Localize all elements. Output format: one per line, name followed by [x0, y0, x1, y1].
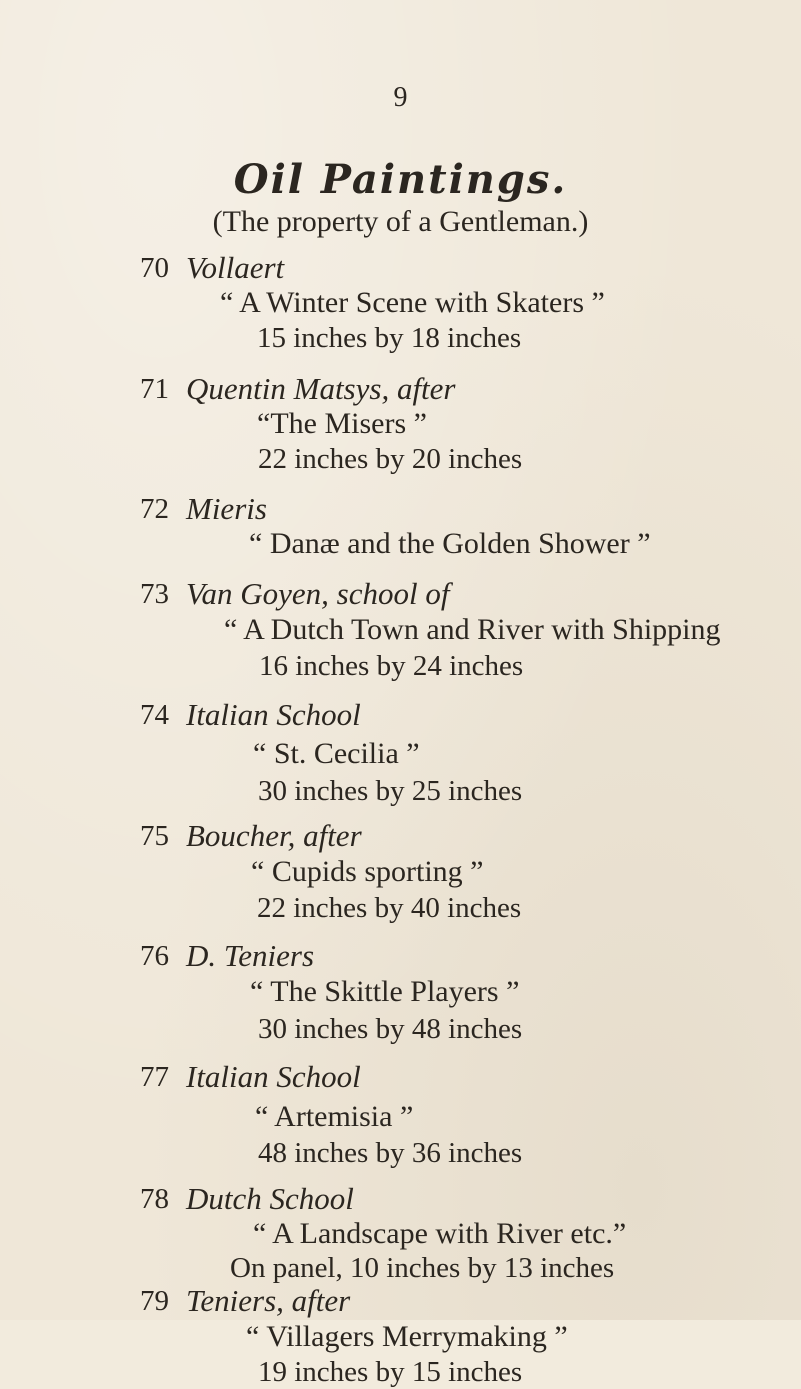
lot-number: 78 — [140, 1183, 169, 1215]
lot-dimensions: 19 inches by 15 inches — [258, 1356, 523, 1388]
lot-number: 75 — [140, 820, 169, 852]
lot-number: 74 — [140, 699, 169, 731]
lot-dimensions: 15 inches by 18 inches — [257, 322, 522, 354]
lot-dimensions: 22 inches by 40 inches — [257, 892, 522, 924]
lot-title: “ A Dutch Town and River with Shipping — [224, 613, 721, 646]
lot-number: 73 — [140, 578, 169, 610]
lot-artist: D. Teniers — [186, 938, 315, 973]
lot-artist: Italian School — [186, 697, 361, 732]
lot-artist: Mieris — [186, 491, 267, 526]
lot-dimensions: 30 inches by 25 inches — [258, 775, 523, 807]
lot-artist: Vollaert — [186, 250, 285, 285]
lot-title: “ The Skittle Players ” — [250, 975, 520, 1008]
lot-artist: Teniers, after — [186, 1283, 351, 1318]
lot-number: 70 — [140, 252, 169, 284]
lot-title: “ Danæ and the Golden Shower ” — [249, 527, 651, 560]
lot-artist: Boucher, after — [186, 818, 362, 853]
lot-number: 72 — [140, 493, 169, 525]
lot-dimensions: 30 inches by 48 inches — [258, 1013, 523, 1045]
page-number: 9 — [393, 82, 408, 113]
page-subtitle: (The property of a Gentleman.) — [212, 205, 589, 238]
lot-title: “ St. Cecilia ” — [253, 737, 420, 770]
lot-title: “ Cupids sporting ” — [251, 855, 484, 888]
lot-dimensions: 22 inches by 20 inches — [258, 443, 523, 475]
lot-artist: Italian School — [186, 1059, 361, 1094]
lot-dimensions: On panel, 10 inches by 13 inches — [230, 1252, 615, 1284]
lot-artist: Van Goyen, school of — [186, 576, 450, 611]
lot-number: 77 — [140, 1061, 169, 1093]
lot-dimensions: 48 inches by 36 inches — [258, 1137, 523, 1169]
lot-dimensions: 16 inches by 24 inches — [259, 650, 524, 682]
page-title: Oil Paintings. — [233, 156, 568, 203]
lot-title: “ A Landscape with River etc.” — [253, 1217, 627, 1250]
lot-artist: Dutch School — [186, 1181, 354, 1216]
lot-number: 71 — [140, 373, 169, 405]
lot-number: 76 — [140, 940, 169, 972]
lot-title: “ Artemisia ” — [255, 1100, 414, 1133]
lot-title: “The Misers ” — [257, 407, 427, 440]
lot-title: “ Villagers Merrymaking ” — [246, 1320, 568, 1353]
lot-artist: Quentin Matsys, after — [186, 371, 456, 406]
lot-number: 79 — [140, 1285, 169, 1317]
lot-title: “ A Winter Scene with Skaters ” — [220, 286, 605, 319]
